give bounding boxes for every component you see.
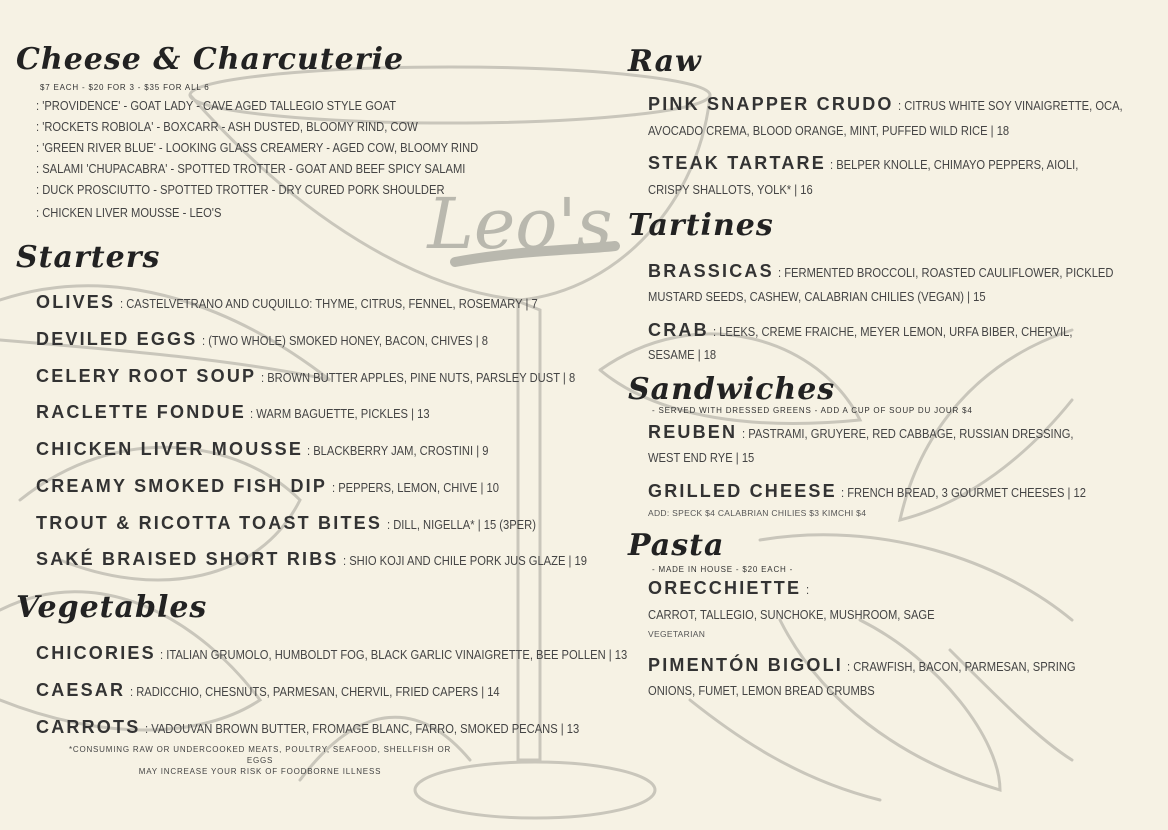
item-name: BRASSICAS <box>648 261 774 281</box>
menu-item <box>648 261 1168 282</box>
menu-item <box>648 422 1127 443</box>
sandwiches-note: - SERVED WITH DRESSED GREENS - ADD A CUP OF SOUP DU JOUR $4 <box>652 406 973 415</box>
item-desc: : PEPPERS, LEMON, CHIVE | 10 <box>331 480 499 495</box>
menu-item <box>648 153 1119 174</box>
item-name: GRILLED CHEESE <box>648 481 837 501</box>
item-desc: : DILL, NIGELLA* | 15 (3PER) <box>386 517 536 532</box>
pasta-heading: Pasta <box>628 528 725 563</box>
cheese-item: : CHICKEN LIVER MOUSSE - LEO'S <box>36 205 222 220</box>
item-desc: : LEEKS, CREME FRAICHE, MEYER LEMON, URFA BIBER, CHERVIL, <box>713 324 1073 339</box>
menu-item <box>36 643 704 664</box>
watermark-logo: Leo's <box>427 183 613 265</box>
item-desc: : <box>805 582 809 597</box>
menu-item <box>648 655 1113 676</box>
cheese-heading: Cheese & Charcuterie <box>16 42 405 77</box>
raw-heading: Raw <box>628 44 702 79</box>
menu-item <box>36 717 650 738</box>
menu-item <box>648 481 1126 502</box>
item-name: CARROTS <box>36 717 141 737</box>
item-desc: : PASTRAMI, GRUYERE, RED CABBAGE, RUSSIAN DRESSING, <box>741 426 1074 441</box>
cheese-item: : DUCK PROSCIUTTO - SPOTTED TROTTER - DRY CURED PORK SHOULDER <box>36 182 445 197</box>
addons-note: ADD: SPECK $4 CALABRIAN CHILIES $3 KIMCHI $4 <box>648 508 867 518</box>
item-name: ORECCHIETTE <box>648 578 802 598</box>
menu-item <box>36 476 526 497</box>
item-desc: : FERMENTED BROCCOLI, ROASTED CAULIFLOWER, PICKLED <box>778 265 1114 280</box>
item-name: CHICKEN LIVER MOUSSE <box>36 439 304 459</box>
item-desc-cont: AVOCADO CREMA, BLOOD ORANGE, MINT, PUFFED WILD RICE | 18 <box>648 123 1010 138</box>
tartines-heading: Tartines <box>628 208 774 243</box>
item-desc-cont: CARROT, TALLEGIO, SUNCHOKE, MUSHROOM, SAGE <box>648 607 935 622</box>
item-name: CAESAR <box>36 680 126 700</box>
item-desc: : CRAWFISH, BACON, PARMESAN, SPRING <box>847 659 1077 674</box>
menu-item <box>36 292 605 313</box>
item-name: SAKÉ BRAISED SHORT RIBS <box>36 549 339 569</box>
item-name: STEAK TARTARE <box>648 153 826 173</box>
menu-item <box>36 439 518 460</box>
item-desc: : CASTELVETRANO AND CUQUILLO: THYME, CITRUS, FENNEL, ROSEMARY | 7 <box>119 296 538 311</box>
item-name: OLIVES <box>36 292 116 312</box>
cheese-item: : SALAMI 'CHUPACABRA' - SPOTTED TROTTER - GOAT AND BEEF SPICY SALAMI <box>36 161 466 176</box>
vegetables-heading: Vegetables <box>16 590 208 625</box>
item-desc: : WARM BAGUETTE, PICKLES | 13 <box>250 406 431 421</box>
item-name: TROUT & RICOTTA TOAST BITES <box>36 513 383 533</box>
item-desc: : ITALIAN GRUMOLO, HUMBOLDT FOG, BLACK GARLIC VINAIGRETTE, BEE POLLEN | 13 <box>160 647 628 662</box>
item-desc: : VADOUVAN BROWN BUTTER, FROMAGE BLANC, FARRO, SMOKED PECANS | 13 <box>144 721 580 736</box>
item-desc: : SHIO KOJI AND CHILE PORK JUS GLAZE | 19 <box>343 553 588 568</box>
menu-item <box>36 513 560 534</box>
item-desc-cont: MUSTARD SEEDS, CASHEW, CALABRIAN CHILIES (VEGAN) | 15 <box>648 289 986 304</box>
item-name: REUBEN <box>648 422 738 442</box>
item-name: PIMENTÓN BIGOLI <box>648 655 843 675</box>
item-name: CELERY ROOT SOUP <box>36 366 257 386</box>
menu-item <box>36 329 534 350</box>
menu-item <box>36 549 627 570</box>
item-desc: : BELPER KNOLLE, CHIMAYO PEPPERS, AIOLI, <box>830 157 1079 172</box>
item-desc-cont: CRISPY SHALLOTS, YOLK* | 16 <box>648 182 813 197</box>
item-name: PINK SNAPPER CRUDO <box>648 94 894 114</box>
item-desc: : (TWO WHOLE) SMOKED HONEY, BACON, CHIVES | 8 <box>201 333 488 348</box>
pasta-note: - MADE IN HOUSE - $20 EACH - <box>652 565 794 574</box>
item-desc-cont: ONIONS, FUMET, LEMON BREAD CRUMBS <box>648 683 875 698</box>
cheese-price-note: $7 EACH - $20 FOR 3 - $35 FOR ALL 6 <box>40 83 210 92</box>
starters-heading: Starters <box>16 240 161 275</box>
food-safety-warning <box>60 744 460 777</box>
cheese-item: : 'PROVIDENCE' - GOAT LADY - CAVE AGED TALLEGIO STYLE GOAT <box>36 98 397 113</box>
menu-item <box>36 402 459 423</box>
item-desc: : BROWN BUTTER APPLES, PINE NUTS, PARSLEY DUST | 8 <box>260 370 575 385</box>
cheese-item: : 'ROCKETS ROBIOLA' - BOXCARR - ASH DUSTED, BLOOMY RIND, COW <box>36 119 418 134</box>
menu-item <box>648 320 1131 341</box>
menu-item <box>36 366 626 387</box>
menu-item <box>36 680 559 701</box>
cheese-item: : 'GREEN RIVER BLUE' - LOOKING GLASS CREAMERY - AGED COW, BLOOMY RIND <box>36 140 479 155</box>
warning-line: MAY INCREASE YOUR RISK OF FOODBORNE ILLNESS <box>138 767 382 776</box>
item-desc: : BLACKBERRY JAM, CROSTINI | 9 <box>307 443 489 458</box>
item-name: CRAB <box>648 320 709 340</box>
item-name: CREAMY SMOKED FISH DIP <box>36 476 328 496</box>
item-desc: : CITRUS WHITE SOY VINAIGRETTE, OCA, <box>898 98 1123 113</box>
warning-line: *CONSUMING RAW OR UNDERCOOKED MEATS, POULTRY, SEAFOOD, SHELLFISH OR EGGS <box>68 745 452 765</box>
menu-item <box>648 94 1159 115</box>
vegetarian-tag: VEGETARIAN <box>648 629 706 639</box>
item-name: CHICORIES <box>36 643 156 663</box>
item-desc-cont: SESAME | 18 <box>648 347 717 362</box>
sandwiches-heading: Sandwiches <box>628 372 836 407</box>
menu-item <box>648 578 809 599</box>
item-name: DEVILED EGGS <box>36 329 198 349</box>
item-name: RACLETTE FONDUE <box>36 402 246 422</box>
item-desc: : FRENCH BREAD, 3 GOURMET CHEESES | 12 <box>841 485 1087 500</box>
item-desc: : RADICCHIO, CHESNUTS, PARMESAN, CHERVIL, FRIED CAPERS | 14 <box>129 684 500 699</box>
item-desc-cont: WEST END RYE | 15 <box>648 450 755 465</box>
